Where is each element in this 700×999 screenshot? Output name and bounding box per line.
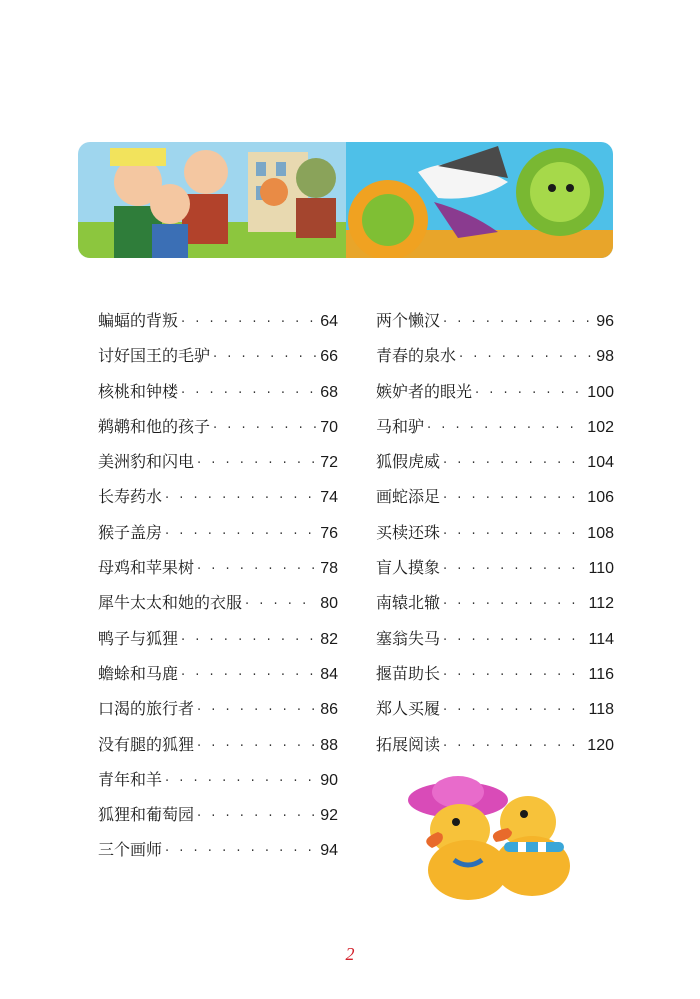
toc-title: 没有腿的狐狸 [98, 734, 195, 754]
toc-page-number: 110 [588, 560, 614, 578]
toc-title: 买椟还珠 [376, 522, 441, 542]
toc-page-number: 94 [320, 842, 338, 860]
toc-leader [181, 668, 317, 683]
toc-leader [197, 562, 317, 577]
toc-page-number: 74 [320, 489, 338, 507]
toc-title: 蝙蝠的背叛 [98, 311, 179, 330]
toc-leader [245, 597, 317, 612]
toc-entry[interactable] [98, 837, 338, 872]
toc-page-number: 100 [587, 383, 614, 401]
toc-entry[interactable] [98, 379, 338, 414]
toc-leader [165, 527, 317, 542]
toc-page-number: 68 [320, 383, 338, 401]
toc-entry[interactable] [98, 520, 338, 555]
toc-entry[interactable] [98, 696, 338, 731]
toc-title: 犀牛太太和她的衣服 [98, 593, 243, 613]
toc-title: 郑人买履 [376, 699, 441, 719]
toc-entry[interactable] [98, 343, 338, 378]
toc-leader [197, 739, 317, 754]
toc-entry[interactable] [98, 414, 338, 449]
toc-leader [443, 315, 593, 330]
toc-leader [181, 633, 317, 648]
toc-entry[interactable] [376, 696, 614, 731]
toc-title: 两个懒汉 [376, 311, 441, 330]
header-illustration [78, 142, 613, 258]
toc-title: 美洲豹和闪电 [98, 452, 195, 472]
toc-entry[interactable] [376, 449, 614, 484]
toc-page-number: 96 [596, 313, 614, 330]
toc-leader [443, 597, 585, 612]
toc-leader [197, 456, 317, 471]
toc-title: 青春的泉水 [376, 346, 457, 366]
toc-page-number: 106 [587, 489, 614, 507]
toc-leader [165, 774, 317, 789]
toc-right-column [376, 308, 614, 767]
toc-page-number: 66 [320, 348, 338, 366]
toc-entry[interactable] [98, 590, 338, 625]
toc-title: 盲人摸象 [376, 558, 441, 578]
toc-entry[interactable] [376, 555, 614, 590]
toc-title: 猴子盖房 [98, 522, 163, 542]
toc-page-number: 88 [320, 736, 338, 754]
toc-title: 拓展阅读 [376, 734, 441, 754]
toc-title: 蟾蜍和马鹿 [98, 663, 179, 683]
toc-leader [181, 315, 317, 330]
toc-page-number: 80 [320, 595, 338, 613]
toc-entry[interactable] [98, 555, 338, 590]
toc-leader [181, 386, 317, 401]
toc-entry[interactable] [376, 379, 614, 414]
toc-page-number: 78 [320, 560, 338, 578]
toc-entry[interactable] [376, 590, 614, 625]
toc-entry[interactable] [376, 484, 614, 519]
toc-title: 青年和羊 [98, 769, 163, 789]
toc-page-number: 84 [320, 665, 338, 683]
toc-leader [443, 562, 585, 577]
toc-leader [197, 703, 317, 718]
toc-entry[interactable] [98, 308, 338, 343]
toc-title: 嫉妒者的眼光 [376, 381, 473, 401]
toc-page-number: 90 [320, 771, 338, 789]
toc-leader [165, 491, 317, 506]
toc-leader [443, 668, 585, 683]
toc-page-number: 82 [320, 630, 338, 648]
toc-leader [213, 350, 317, 365]
page-number: 2 [345, 944, 355, 964]
toc-title: 核桃和钟楼 [98, 381, 179, 401]
toc-entry[interactable] [98, 767, 338, 802]
toc-page-number: 70 [320, 418, 338, 436]
toc-page-number: 64 [320, 313, 338, 330]
toc-leader [443, 527, 584, 542]
toc-title: 鹈鹕和他的孩子 [98, 416, 211, 436]
toc-entry[interactable] [376, 732, 614, 767]
toc-leader [443, 703, 585, 718]
toc-page-number: 104 [587, 454, 614, 472]
toc-entry[interactable] [376, 414, 614, 449]
toc-leader [443, 491, 584, 506]
toc-leader [213, 421, 317, 436]
toc-page-number: 108 [587, 524, 614, 542]
toc-title: 南辕北辙 [376, 593, 441, 613]
toc-leader [475, 386, 584, 401]
toc-entry[interactable] [98, 802, 338, 837]
toc-page-number: 116 [588, 665, 614, 683]
toc-title: 母鸡和苹果树 [98, 558, 195, 578]
toc-page-number: 76 [320, 524, 338, 542]
toc-entry[interactable] [98, 484, 338, 519]
toc-entry[interactable] [376, 308, 614, 343]
toc-page-number: 114 [588, 630, 614, 648]
toc-entry[interactable] [376, 661, 614, 696]
toc-leader [443, 633, 585, 648]
toc-page-number: 72 [320, 454, 338, 472]
toc-entry[interactable] [376, 343, 614, 378]
toc-title: 口渴的旅行者 [98, 699, 195, 719]
toc-title: 长寿药水 [98, 487, 163, 507]
toc-page-number: 118 [588, 701, 614, 719]
toc-entry[interactable] [376, 520, 614, 555]
toc-entry[interactable] [98, 626, 338, 661]
toc-entry[interactable] [98, 449, 338, 484]
toc-page-number: 120 [587, 736, 614, 754]
toc-page-number: 112 [588, 595, 614, 613]
toc-entry[interactable] [98, 732, 338, 767]
toc-page-number: 102 [587, 418, 614, 436]
toc-title: 马和驴 [376, 416, 425, 436]
toc-page-number: 86 [320, 701, 338, 719]
toc-title: 狐狸和葡萄园 [98, 805, 195, 825]
toc-title: 鸭子与狐狸 [98, 628, 179, 648]
toc-leader [427, 421, 584, 436]
toc-title: 揠苗助长 [376, 663, 441, 683]
toc-leader [443, 739, 584, 754]
toc-leader [197, 809, 317, 824]
toc-left-column [98, 308, 338, 873]
ducks-illustration [398, 770, 588, 910]
toc-entry[interactable] [376, 626, 614, 661]
toc-leader [459, 350, 593, 365]
toc-leader [443, 456, 584, 471]
toc-page-number: 92 [320, 807, 338, 825]
toc-leader [165, 844, 317, 859]
toc-title: 狐假虎威 [376, 452, 441, 472]
toc-title: 讨好国王的毛驴 [98, 346, 211, 366]
toc-page-number: 98 [596, 348, 614, 366]
toc-title: 塞翁失马 [376, 628, 441, 648]
toc-entry[interactable] [98, 661, 338, 696]
toc-title: 画蛇添足 [376, 487, 441, 507]
toc-title: 三个画师 [98, 840, 163, 860]
